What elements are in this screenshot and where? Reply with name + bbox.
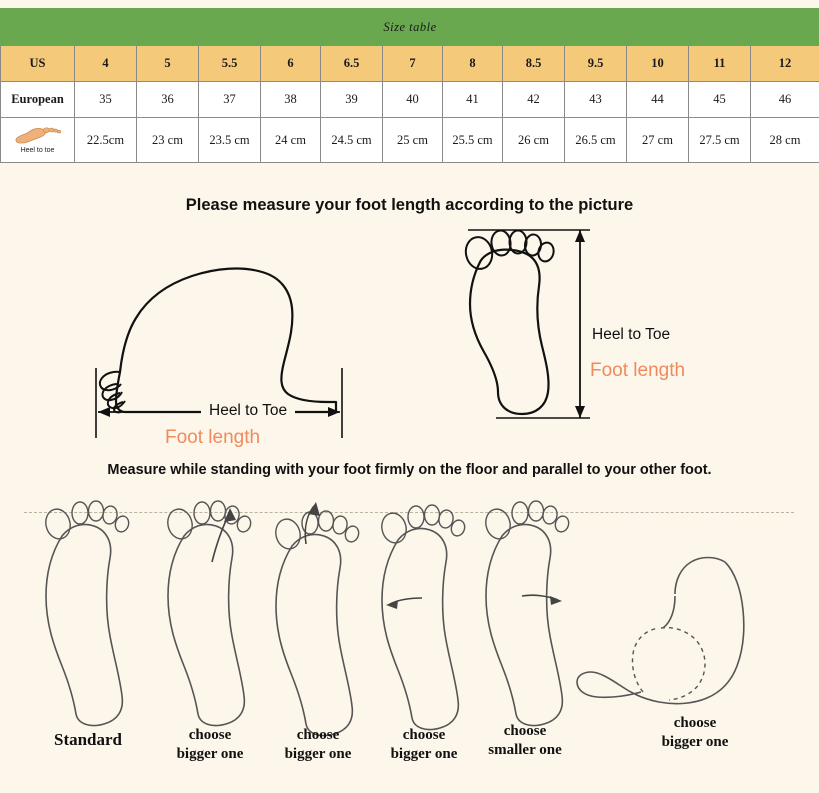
eu-size-cell: 35 [75,82,137,118]
foot-caption-2-line2: bigger one [176,746,244,762]
us-size-cell: 10 [627,46,689,82]
eu-size-cell: 46 [751,82,819,118]
us-size-cell: 9.5 [565,46,627,82]
foot-caption-5 [462,722,588,760]
eu-size-cell: 39 [321,82,383,118]
foot-caption-5-line1: choose [503,723,547,739]
length-cell: 27.5 cm [689,118,751,163]
foot-caption-2-line1: choose [188,727,232,743]
eu-size-cell: 37 [199,82,261,118]
foot-caption-standard: Standard [53,730,123,749]
eu-size-cell: 41 [443,82,503,118]
eu-size-cell: 42 [503,82,565,118]
row-label-us: US [1,46,75,82]
foot-caption-4-line2: bigger one [390,746,458,762]
eu-size-cell: 44 [627,82,689,118]
foot-caption-6 [620,714,770,752]
us-size-cell: 5.5 [199,46,261,82]
foot-caption-2 [150,726,270,764]
foot-caption-5-line2: smaller one [488,742,562,758]
us-size-cell: 6 [261,46,321,82]
row-label-european: European [1,82,75,118]
measure-instruction-title: Please measure your foot length according to the picture [185,196,634,214]
length-cell: 22.5cm [75,118,137,163]
side-foot-illustration [30,222,450,462]
us-size-cell: 6.5 [321,46,383,82]
foot-caption-4-line1: choose [402,727,446,743]
table-title-row [1,9,819,46]
top-heel-to-toe-label: Heel to Toe [592,326,671,343]
length-cell: 25.5 cm [443,118,503,163]
eu-size-cell: 36 [137,82,199,118]
measure-diagram [0,222,819,462]
foot-caption-3-line1: choose [296,727,340,743]
length-cell: 27 cm [627,118,689,163]
foot-shape-2 [150,500,270,730]
side-foot-length-label: Foot length [165,427,261,448]
foot-shape-3 [258,510,378,740]
standing-measure-note: Measure while standing with your foot firmly on the floor and parallel to your other foot. [107,462,712,478]
eu-size-cell: 45 [689,82,751,118]
table-row-length [1,118,819,163]
length-cell: 24.5 cm [321,118,383,163]
length-cell: 26.5 cm [565,118,627,163]
us-size-cell: 8 [443,46,503,82]
side-heel-to-toe-label: Heel to Toe [201,402,295,420]
size-table [0,8,819,163]
foot-caption-6-line1: choose [673,715,717,731]
bottom-strip [0,785,819,793]
length-cell: 23.5 cm [199,118,261,163]
foot-shape-4 [364,504,484,734]
us-size-cell: 7 [383,46,443,82]
eu-size-cell: 40 [383,82,443,118]
size-table-container [0,8,819,163]
us-size-cell: 12 [751,46,819,82]
table-row-us [1,46,819,82]
us-size-cell: 8.5 [503,46,565,82]
foot-caption-3-line2: bigger one [284,746,352,762]
us-size-cell: 11 [689,46,751,82]
heel-to-toe-icon-label: Heel to toe [20,147,55,154]
table-title: Size table [1,9,819,46]
length-cell: 25 cm [383,118,443,163]
top-foot-length-label: Foot length [590,360,686,381]
length-cell: 24 cm [261,118,321,163]
foot-shape-5 [468,500,588,730]
eu-size-cell: 38 [261,82,321,118]
eu-size-cell: 43 [565,82,627,118]
length-cell: 28 cm [751,118,819,163]
footprint-icon [12,126,64,148]
heel-to-toe-icon-cell [1,118,75,163]
foot-caption-6-line2: bigger one [661,734,729,750]
table-row-european [1,82,819,118]
length-cell: 26 cm [503,118,565,163]
us-size-cell: 4 [75,46,137,82]
us-size-cell: 5 [137,46,199,82]
foot-shape-standard [28,500,148,730]
foot-shapes-row [0,492,819,793]
foot-caption-3 [258,726,378,764]
length-cell: 23 cm [137,118,199,163]
